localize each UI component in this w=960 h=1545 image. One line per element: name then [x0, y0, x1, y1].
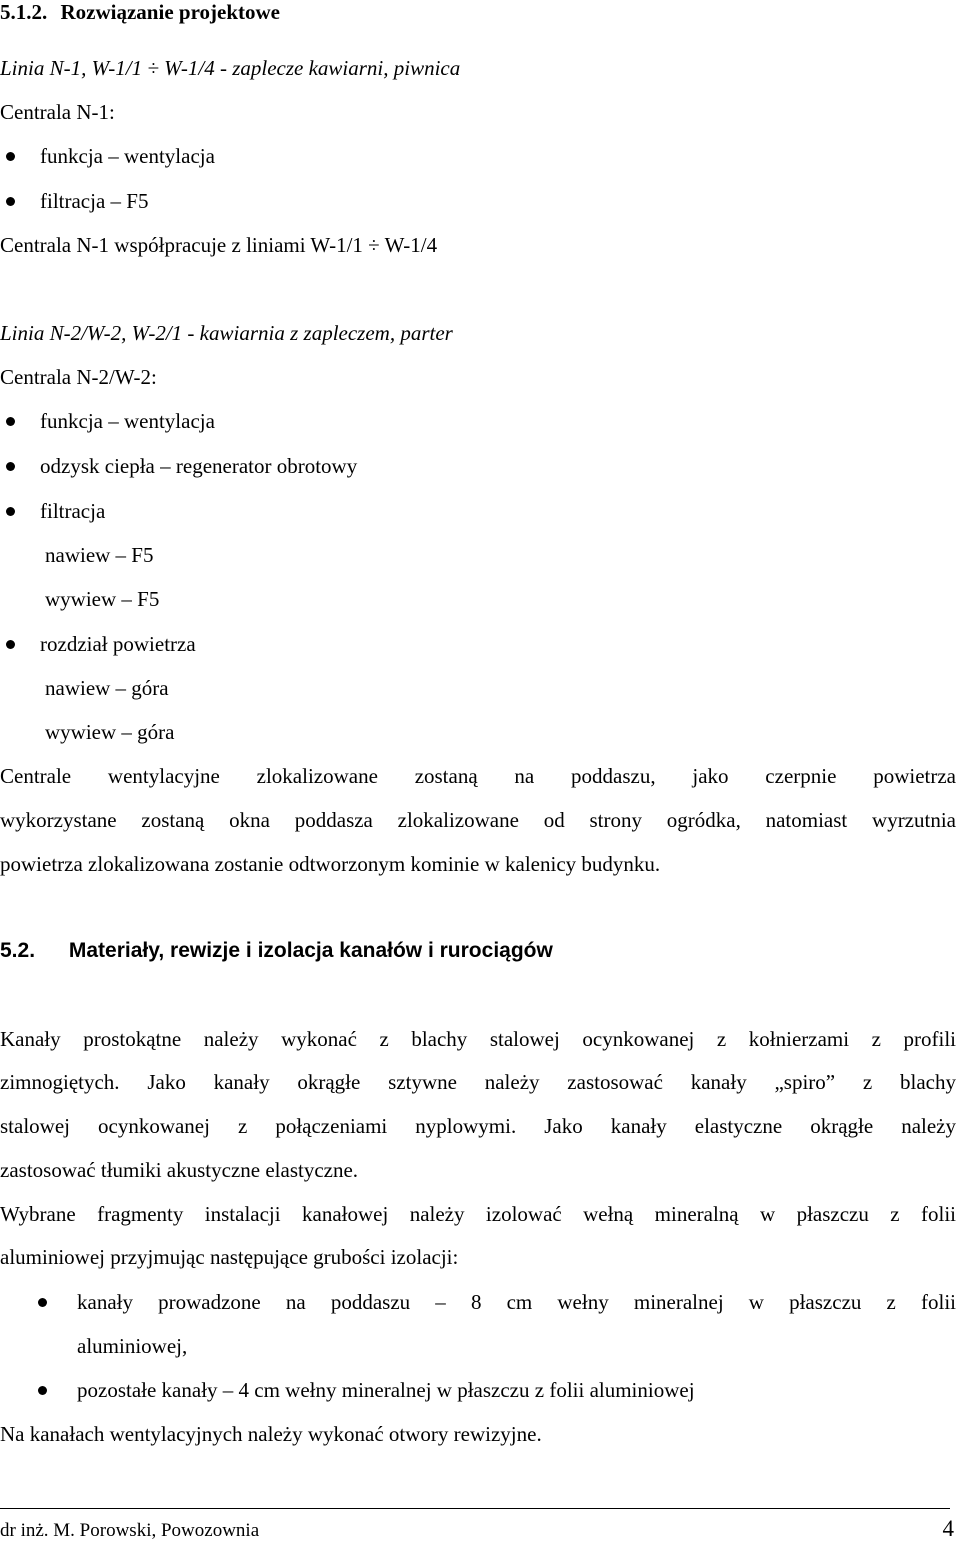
line2-bullet-distribution: rozdział powietrza: [40, 632, 196, 656]
paragraph-insulation-line: aluminiowej przyjmując następujące grubości izolacji:: [0, 1245, 459, 1269]
line1-note: Centrala N-1 współpracuje z liniami W-1/1 ÷ W-1/4: [0, 233, 438, 257]
line1-unit-label: Centrala N-1:: [0, 100, 115, 124]
bullet-dot: [38, 1386, 47, 1395]
bullet-dot: [6, 417, 15, 426]
line2-heading: Linia N-2/W-2, W-2/1 - kawiarnia z zapleczem, parter: [0, 321, 453, 345]
bullet-dot: [6, 462, 15, 471]
line2-bullet-function: funkcja – wentylacja: [40, 409, 215, 433]
section-title: Rozwiązanie projektowe: [60, 0, 280, 24]
section-heading-512: [0, 2, 280, 23]
bullet-dot: [6, 197, 15, 206]
paragraph-ducts-line: Kanały prostokątne należy wykonać z blachy stalowej ocynkowanej z kołnierzami z profili: [0, 1027, 956, 1051]
line1-heading: Linia N-1, W-1/1 ÷ W-1/4 - zaplecze kawiarni, piwnica: [0, 56, 461, 80]
distribution-exhaust: wywiew – góra: [45, 720, 175, 744]
filtration-exhaust: wywiew – F5: [45, 587, 160, 611]
paragraph-ducts-line: stalowej ocynkowanej z połączeniami nyplowymi. Jako kanały elastyczne okrągłe należy: [0, 1114, 956, 1138]
distribution-supply: nawiew – góra: [45, 676, 169, 700]
bullet-dot: [38, 1298, 47, 1307]
insulation-bullet-attic-cont: aluminiowej,: [77, 1334, 188, 1358]
line2-bullet-recovery: odzysk ciepła – regenerator obrotowy: [40, 454, 358, 478]
footer-page-number: 4: [942, 1516, 954, 1541]
line1-bullet-filtration: filtracja – F5: [40, 189, 149, 213]
section-number: 5.1.2.: [0, 0, 48, 24]
paragraph-insulation-line: Wybrane fragmenty instalacji kanałowej należy izolować wełną mineralną w płaszczu z folii: [0, 1202, 956, 1226]
section-number: 5.2.: [0, 939, 36, 962]
paragraph-centrals-line: Centrale wentylacyjne zlokalizowane zostaną na poddaszu, jako czerpnie powietrza: [0, 764, 956, 788]
bullet-dot: [6, 507, 15, 516]
footer-author: dr inż. M. Porowski, Powozownia: [0, 1520, 260, 1541]
filtration-supply: nawiew – F5: [45, 543, 154, 567]
final-note: Na kanałach wentylacyjnych należy wykonać otwory rewizyjne.: [0, 1422, 542, 1446]
section-heading-52: [0, 940, 553, 961]
line2-bullet-filtration: filtracja: [40, 499, 106, 523]
paragraph-ducts-line: zimnogiętych. Jako kanały okrągłe sztywne należy zastosować kanały „spiro” z blachy: [0, 1070, 956, 1094]
paragraph-ducts-line: zastosować tłumiki akustyczne elastyczne.: [0, 1158, 359, 1182]
section-title: Materiały, rewizje i izolacja kanałów i rurociągów: [68, 939, 553, 962]
bullet-dot: [6, 152, 15, 161]
bullet-dot: [6, 640, 15, 649]
paragraph-centrals-line: wykorzystane zostaną okna poddasza zlokalizowane od strony ogródka, natomiast wyrzutnia: [0, 808, 956, 832]
line1-bullet-function: funkcja – wentylacja: [40, 144, 215, 168]
paragraph-centrals-line: powietrza zlokalizowana zostanie odtworzonym kominie w kalenicy budynku.: [0, 852, 661, 876]
insulation-bullet-attic: kanały prowadzone na poddaszu – 8 cm wełny mineralnej w płaszczu z folii: [77, 1290, 956, 1314]
line2-unit-label: Centrala N-2/W-2:: [0, 365, 157, 389]
footer-divider: [0, 1508, 950, 1509]
insulation-bullet-other: pozostałe kanały – 4 cm wełny mineralnej w płaszczu z folii aluminiowej: [77, 1378, 695, 1402]
